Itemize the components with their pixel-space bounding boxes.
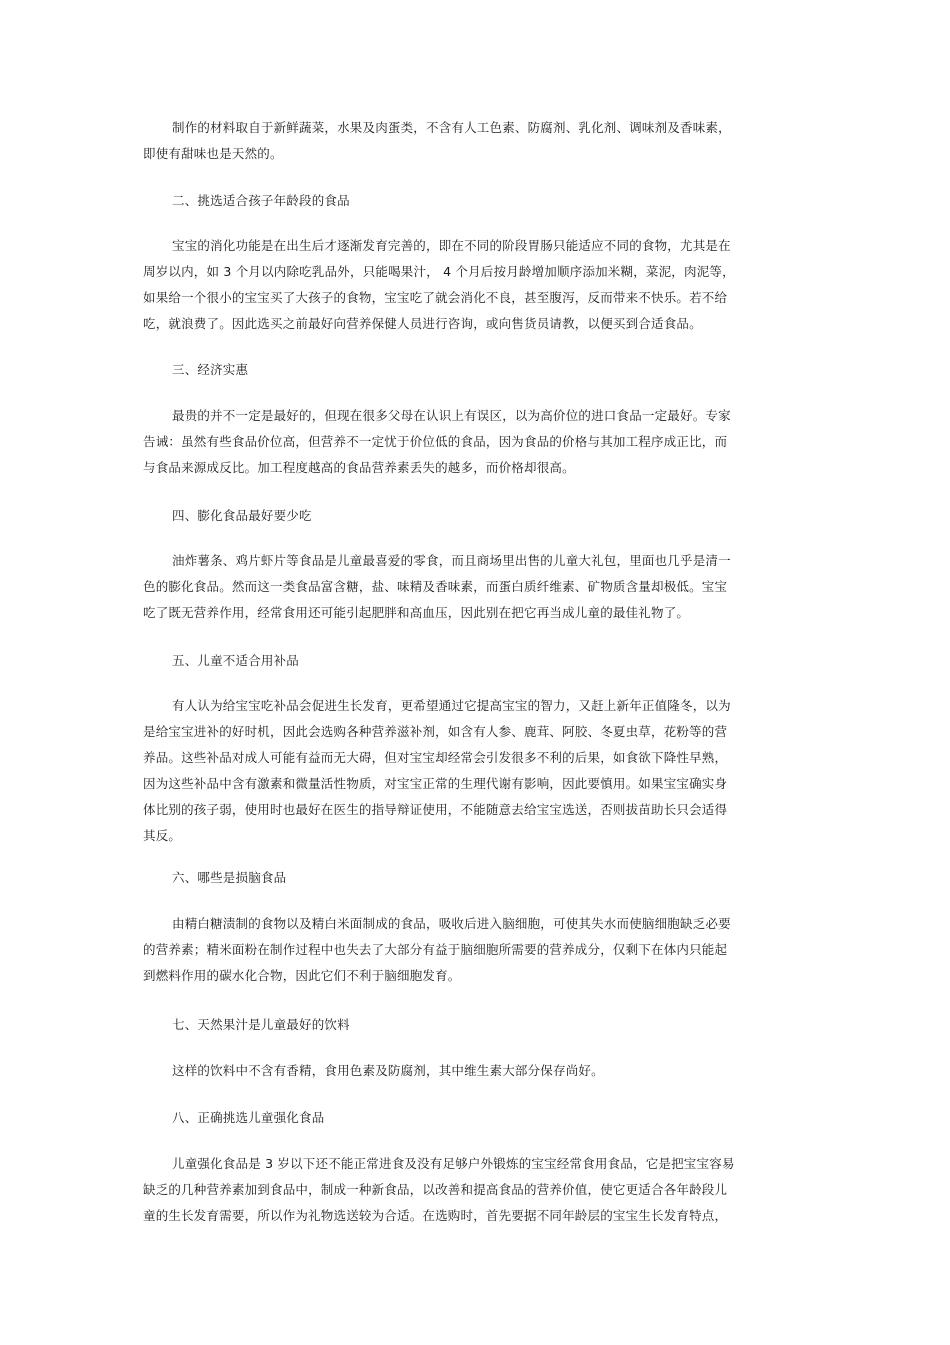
paragraph-line: 周岁以内，如 3 个月以内除吃乳品外，只能喝果汁， 4 个月后按月龄增加顺序添加米糊，菜泥，肉泥等， (143, 264, 735, 279)
paragraph-line: 吃了既无营养作用，经常食用还可能引起肥胖和高血压，因此别在把它再当成儿童的最佳礼物了。 (143, 605, 690, 620)
paragraph-line: 儿童强化食品是 3 岁以下还不能正常进食及没有足够户外锻炼的宝宝经常食用食品，它是把宝宝容易 (172, 1156, 735, 1171)
heading-text: 八、正确挑选儿童强化食品 (172, 1110, 325, 1125)
paragraph-line: 制作的材料取自于新鲜蔬菜，水果及肉蛋类，不含有人工色素、防腐剂、乳化剂、调味剂及香味素， (172, 120, 731, 135)
paragraph-line: 如果给一个很小的宝宝买了大孩子的食物，宝宝吃了就会消化不良，甚至腹泻，反而带来不快乐。若不给 (143, 290, 728, 305)
paragraph-line: 油炸薯条、鸡片虾片等食品是儿童最喜爱的零食，而且商场里出售的儿童大礼包，里面也几乎是清一 (172, 553, 731, 568)
paragraph-line: 告诫：虽然有些食品价位高，但营养不一定忧于价位低的食品，因为食品的价格与其加工程序成正比，而 (143, 434, 728, 449)
paragraph-line: 吃，就浪费了。因此选买之前最好向营养保健人员进行咨询，或向售货员请教，以便买到合适食品。 (143, 316, 702, 331)
paragraph-line: 童的生长发育需要，所以作为礼物选送较为合适。在选购时，首先要据不同年龄层的宝宝生长发育特点， (143, 1208, 728, 1223)
heading-text: 七、天然果汁是儿童最好的饮料 (172, 1017, 350, 1032)
paragraph-line: 体比别的孩子弱，使用时也最好在医生的指导辩证使用，不能随意去给宝宝选送，否则拔苗助长只会适得 (143, 802, 728, 817)
paragraph-line: 最贵的并不一定是最好的，但现在很多父母在认识上有误区，以为高价位的进口食品一定最好。专家 (172, 408, 731, 423)
paragraph-line: 到燃料作用的碳水化合物，因此它们不利于脑细胞发育。 (143, 968, 461, 983)
heading-text: 四、膨化食品最好要少吃 (172, 508, 312, 523)
paragraph-line: 的营养素；精米面粉在制作过程中也失去了大部分有益于脑细胞所需要的营养成分，仅剩下在体内只能起 (143, 942, 728, 957)
paragraph-line: 缺乏的几种营养素加到食品中，制成一种新食品，以改善和提高食品的营养价值，使它更适合各年龄段儿 (143, 1182, 728, 1197)
paragraph-line: 因为这些补品中含有激素和微量活性物质，对宝宝正常的生理代谢有影响，因此要慎用。如果宝宝确实身 (143, 776, 728, 791)
paragraph-line: 与食品来源成反比。加工程度越高的食品营养素丢失的越多，而价格却很高。 (143, 460, 575, 475)
heading-text: 五、儿童不适合用补品 (172, 653, 300, 668)
heading-text: 六、哪些是损脑食品 (172, 870, 287, 885)
paragraph-line: 即使有甜味也是天然的。 (143, 146, 283, 161)
paragraph-line: 这样的饮料中不含有香精，食用色素及防腐剂，其中维生素大部分保存尚好。 (172, 1063, 604, 1078)
heading-text: 二、挑选适合孩子年龄段的食品 (172, 193, 350, 208)
paragraph-line: 其反。 (143, 828, 182, 843)
heading-text: 三、经济实惠 (172, 362, 249, 377)
paragraph-line: 是给宝宝进补的好时机，因此会选购各种营养滋补剂，如含有人参、鹿茸、阿胶、冬夏虫草，花粉等的营 (143, 724, 728, 739)
paragraph-line: 由精白糖渍制的食物以及精白米面制成的食品，吸收后进入脑细胞，可使其失水而使脑细胞缺乏必要 (172, 916, 731, 931)
paragraph-line: 养品。这些补品对成人可能有益而无大碍，但对宝宝却经常会引发很多不利的后果，如食欲下降性早熟， (143, 750, 728, 765)
paragraph-line: 有人认为给宝宝吃补品会促进生长发育，更希望通过它提高宝宝的智力，又赶上新年正值隆冬，以为 (172, 698, 731, 713)
paragraph-line: 色的膨化食品。然而这一类食品富含糖，盐、味精及香味素，而蛋白质纤维素、矿物质含量却极低。宝宝 (143, 579, 728, 594)
paragraph-line: 宝宝的消化功能是在出生后才逐渐发育完善的，即在不同的阶段胃肠只能适应不同的食物，尤其是在 (172, 238, 731, 253)
